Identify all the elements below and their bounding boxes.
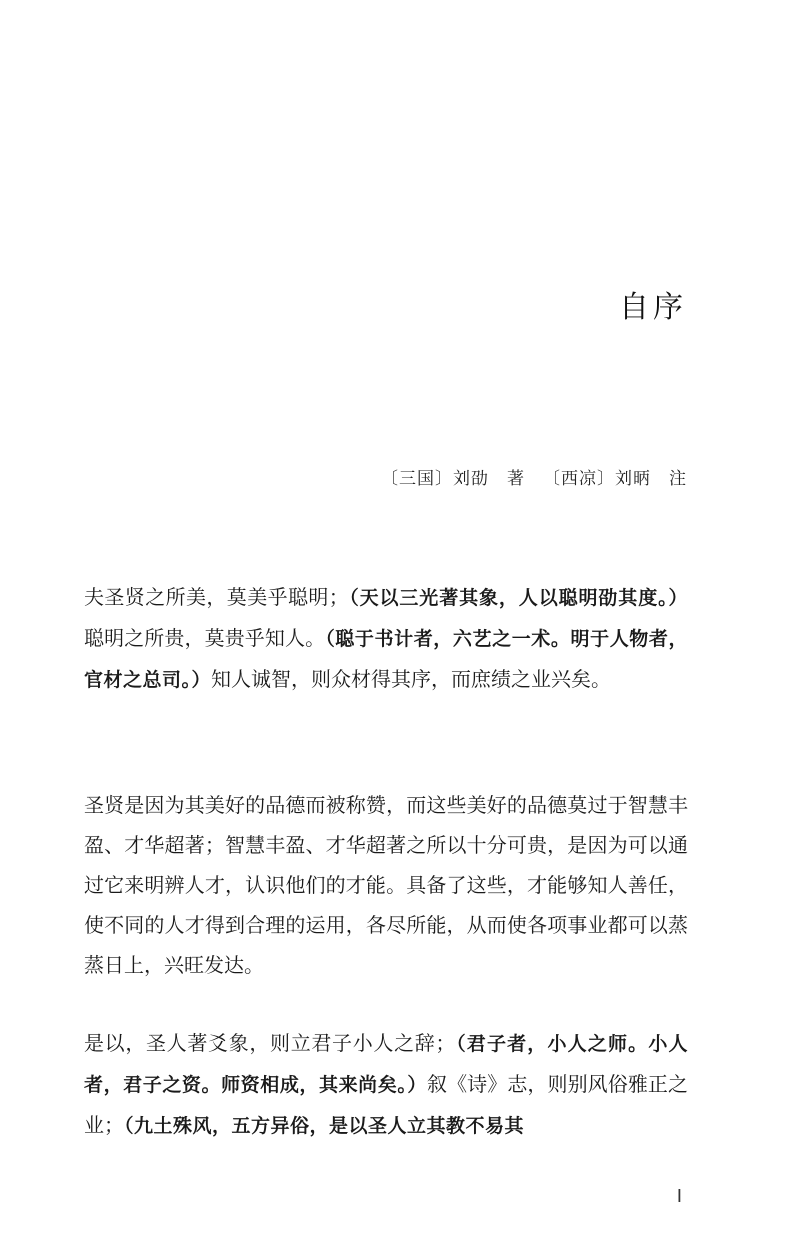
translation-text: 圣贤是因为其美好的品德而被称赞，而这些美好的品德莫过于智慧丰盈、才华超著；智慧丰盈、才华超著之所以十分可贵，是因为可以通过它来明辨人才，认识他们的才能。具备了这些，才能够知人善任，使不同的人才得到合理的运用，各尽所能，从而使各项事业都可以蒸蒸日上，兴旺发达。 — [84, 793, 688, 977]
annotation-note: （君子者，小人之师。小人者，君子之资。师资相成，其来尚矣。） — [84, 1033, 688, 1096]
original-text-paragraph-2 — [84, 1023, 688, 1146]
translation-paragraph — [84, 785, 688, 985]
original-text: 夫圣贤之所美，莫美乎聪明； — [84, 585, 349, 609]
author-credit: 〔三国〕刘劭 著 — [381, 469, 525, 489]
original-text: 是以，圣人著爻象，则立君子小人之辞； — [84, 1031, 456, 1055]
original-text: 聪明之所贵，莫贵乎知人。 — [84, 626, 326, 650]
annotation-note: （聪于书计者，六艺之一术。明于人物者，官材之总司。） — [84, 628, 688, 691]
annotation-note: （天以三光著其象，人以聪明劭其度。） — [348, 587, 688, 609]
page-title: 自序 — [619, 290, 687, 325]
attribution-line — [381, 464, 687, 489]
original-text-paragraph-1 — [84, 577, 688, 700]
original-text: 知人诚智，则众材得其序，而庶绩之业兴矣。 — [211, 667, 612, 691]
annotation-note: （九土殊风，五方异俗，是以圣人立其教不易其 — [124, 1115, 525, 1137]
page-number: I — [676, 1186, 682, 1207]
original-text: 叙《诗》志，则别风俗雅正之业； — [84, 1072, 688, 1137]
annotator-credit: 〔西凉〕刘昞 注 — [543, 469, 687, 489]
